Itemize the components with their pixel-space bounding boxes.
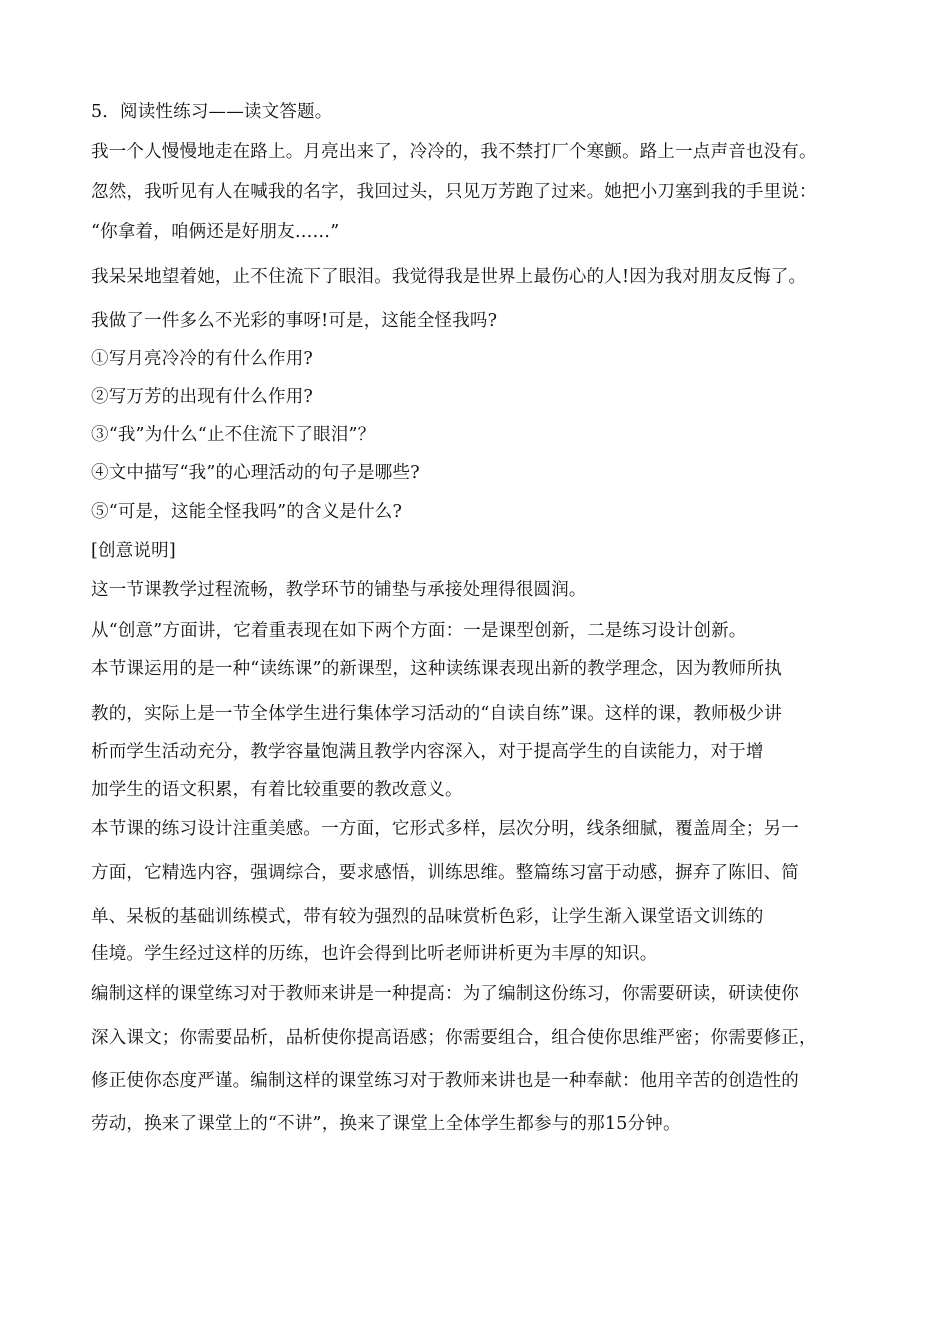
question-item: ⑤“可是，这能全怪我吗”的含义是什么? xyxy=(91,502,403,522)
paragraph-line: 修正使你态度严谨。编制这样的课堂练习对于教师来讲也是一种奉献：他用辛苦的创造性的 xyxy=(91,1071,799,1091)
section-heading: 5．阅读性练习——读文答题。 xyxy=(91,102,333,122)
paragraph-line: 析而学生活动充分，教学容量饱满且教学内容深入，对于提高学生的自读能力，对于增 xyxy=(91,742,764,762)
paragraph-line: 方面，它精选内容，强调综合，要求感悟，训练思维。整篇练习富于动感，摒弃了陈旧、简 xyxy=(91,863,799,883)
paragraph-line: 编制这样的课堂练习对于教师来讲是一种提高：为了编制这份练习，你需要研读，研读使你 xyxy=(91,984,799,1004)
paragraph-line: 从“创意”方面讲，它着重表现在如下两个方面：一是课型创新，二是练习设计创新。 xyxy=(91,621,747,641)
paragraph-line: 本节课运用的是一种“读练课”的新课型，这种读练课表现出新的教学理念，因为教师所执 xyxy=(91,659,782,679)
paragraph-line: 本节课的练习设计注重美感。一方面，它形式多样，层次分明，线条细腻，覆盖周全；另一 xyxy=(91,819,799,839)
passage-line: 忽然，我听见有人在喊我的名字，我回过头，只见万芳跑了过来。她把小刀塞到我的手里说： xyxy=(91,182,817,202)
question-item: ④文中描写“我”的心理活动的句子是哪些? xyxy=(91,463,420,483)
section-heading: [创意说明] xyxy=(91,541,176,561)
passage-line: 我做了一件多么不光彩的事呀!可是，这能全怪我吗? xyxy=(91,311,498,331)
paragraph-line: 劳动，换来了课堂上的“不讲”，换来了课堂上全体学生都参与的那15分钟。 xyxy=(91,1114,681,1134)
paragraph-line: 教的，实际上是一节全体学生进行集体学习活动的“自读自练”课。这样的课，教师极少讲 xyxy=(91,704,782,724)
passage-line: “你拿着，咱俩还是好朋友……” xyxy=(91,222,340,242)
question-item: ②写万芳的出现有什么作用? xyxy=(91,387,313,407)
question-item: ①写月亮冷冷的有什么作用? xyxy=(91,349,313,369)
passage-line: 我一个人慢慢地走在路上。月亮出来了，冷冷的，我不禁打厂个寒颤。路上一点声音也没有。 xyxy=(91,142,817,162)
question-item: ③“我”为什么“止不住流下了眼泪”？ xyxy=(91,425,376,445)
passage-line: 我呆呆地望着她，止不住流下了眼泪。我觉得我是世界上最伤心的人!因为我对朋友反悔了。 xyxy=(91,267,807,287)
paragraph-line: 加学生的语文积累，有着比较重要的教改意义。 xyxy=(91,780,463,800)
paragraph-line: 佳境。学生经过这样的历练，也许会得到比听老师讲析更为丰厚的知识。 xyxy=(91,944,658,964)
paragraph-line: 单、呆板的基础训练模式，带有较为强烈的品味赏析色彩，让学生渐入课堂语文训练的 xyxy=(91,907,764,927)
paragraph-line: 深入课文；你需要品析，品析使你提高语感；你需要组合，组合使你思维严密；你需要修正， xyxy=(91,1028,817,1048)
paragraph-line: 这一节课教学过程流畅，教学环节的铺垫与承接处理得很圆润。 xyxy=(91,580,587,600)
